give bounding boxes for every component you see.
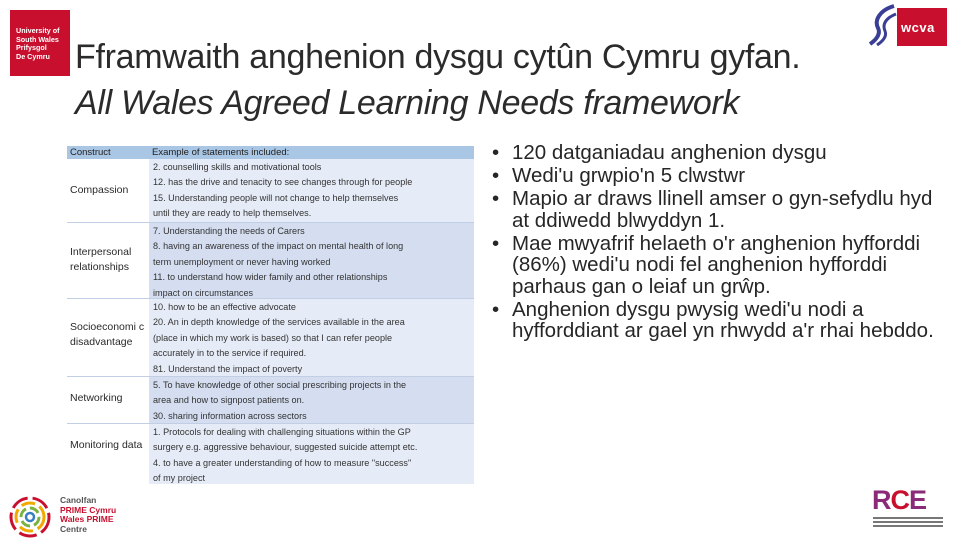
statement: accurately in to the service if required. xyxy=(153,348,307,359)
construct-name: Compassion xyxy=(70,184,129,196)
construct-name: Interpersonal relationships xyxy=(70,246,132,273)
statement: 30. sharing information across sectors xyxy=(153,410,307,421)
table-row xyxy=(67,377,474,424)
rce-letter: E xyxy=(909,485,927,515)
construct-cell xyxy=(67,223,147,299)
bullet-item: • Mapio ar draws llinell amser o gyn-sefydlu hyd at ddiwedd blwyddyn 1. xyxy=(492,188,952,231)
statements-cell xyxy=(149,223,474,299)
rce-letter: R xyxy=(872,485,891,515)
wcva-name: wcva xyxy=(901,20,935,35)
prime-logo-line: Canolfan xyxy=(60,495,97,505)
prime-logo-line: PRIME Cymru xyxy=(60,504,117,515)
statement: until they are ready to help themselves. xyxy=(153,208,312,219)
prime-ring-icon xyxy=(7,494,53,540)
statement: 12. has the drive and tenacity to see changes through for people xyxy=(153,177,413,188)
bullet-item: • Anghenion dysgu pwysig wedi'u nodi a hyfforddiant ar gael yn rhwydd a'r rhai hebddo. xyxy=(492,299,952,342)
statements-cell xyxy=(149,377,474,424)
rce-letter: C xyxy=(890,485,909,515)
statements-cell xyxy=(149,159,474,223)
prime-logo-line: Wales PRIME xyxy=(60,514,114,525)
construct-name: Socioeconomi c disadvantage xyxy=(70,321,145,348)
construct-cell xyxy=(67,377,147,424)
table-row xyxy=(67,424,474,484)
statement: 81. Understand the impact of poverty xyxy=(153,363,303,374)
page-title-english-text: All Wales Agreed Learning Needs framework xyxy=(75,84,740,122)
construct-name: Networking xyxy=(70,392,123,404)
rce-logo xyxy=(872,485,944,529)
statement: 7. Understanding the needs of Carers xyxy=(153,226,305,236)
statement: surgery e.g. aggressive behaviour, suggested suicide attempt etc. xyxy=(153,442,418,453)
statement: (place in which my work is based) so that I can refer people xyxy=(153,332,393,343)
university-logo xyxy=(10,10,70,76)
university-logo-line: University of xyxy=(16,26,60,35)
header-statements: Example of statements included: xyxy=(152,147,290,158)
wcva-swoosh-icon xyxy=(868,4,898,46)
university-logo-line: De Cymru xyxy=(16,51,50,61)
table-row xyxy=(67,299,474,377)
bullet-item: • 120 datganiadau anghenion dysgu xyxy=(492,142,952,164)
university-logo-line: South Wales xyxy=(16,34,59,44)
header-construct: Construct xyxy=(70,147,111,158)
statement: 2. counselling skills and motivational tools xyxy=(153,162,322,172)
statement: 10. how to be an effective advocate xyxy=(153,302,296,312)
construct-cell xyxy=(67,159,147,223)
table-row xyxy=(67,223,474,299)
construct-cell xyxy=(67,299,147,377)
summary-bullets xyxy=(492,142,952,343)
statement: 20. An in depth knowledge of the services available in the area xyxy=(153,317,405,328)
page-title-english xyxy=(75,84,739,123)
bullet-item: • Mae mwyafrif helaeth o'r anghenion hyfforddi (86%) wedi'u nodi fel anghenion hyfforddi parhaus gan o leiaf un grŵp. xyxy=(492,233,952,298)
statement: 1. Protocols for dealing with challenging situations within the GP xyxy=(153,427,411,437)
prime-logo-text xyxy=(60,496,116,534)
statement: impact on circumstances xyxy=(153,287,254,298)
prime-logo-line: Centre xyxy=(60,523,87,534)
statement: 4. to have a greater understanding of how to measure "success" xyxy=(153,457,412,468)
construct-cell xyxy=(67,424,147,484)
statements-cell xyxy=(149,424,474,484)
learning-needs-table xyxy=(67,146,474,484)
statement: 11. to understand how wider family and other relationships xyxy=(153,272,388,283)
statement: 8. having an awareness of the impact on mental health of long xyxy=(153,241,404,252)
wcva-logo xyxy=(868,4,950,46)
wcva-badge xyxy=(897,8,947,46)
university-logo-line: Prifysgol xyxy=(16,43,47,53)
construct-name: Monitoring data xyxy=(70,439,143,451)
page-title-welsh: Fframwaith anghenion dysgu cytûn Cymru gyfan. xyxy=(75,38,801,76)
table-header xyxy=(67,146,474,159)
table-row xyxy=(67,159,474,223)
bullet-item: • Wedi'u grwpio'n 5 clwstwr xyxy=(492,165,952,187)
statement: 15. Understanding people will not change to help themselves xyxy=(153,192,399,203)
statement: 5. To have knowledge of other social prescribing projects in the xyxy=(153,380,407,390)
statement: area and how to signpost patients on. xyxy=(153,395,305,406)
statement: term unemployment or never having worked xyxy=(153,256,331,267)
statement: of my project xyxy=(153,473,206,484)
statements-cell xyxy=(149,299,474,377)
rce-letters xyxy=(872,485,926,516)
rce-small-print xyxy=(873,517,943,529)
prime-centre-logo xyxy=(7,494,137,538)
